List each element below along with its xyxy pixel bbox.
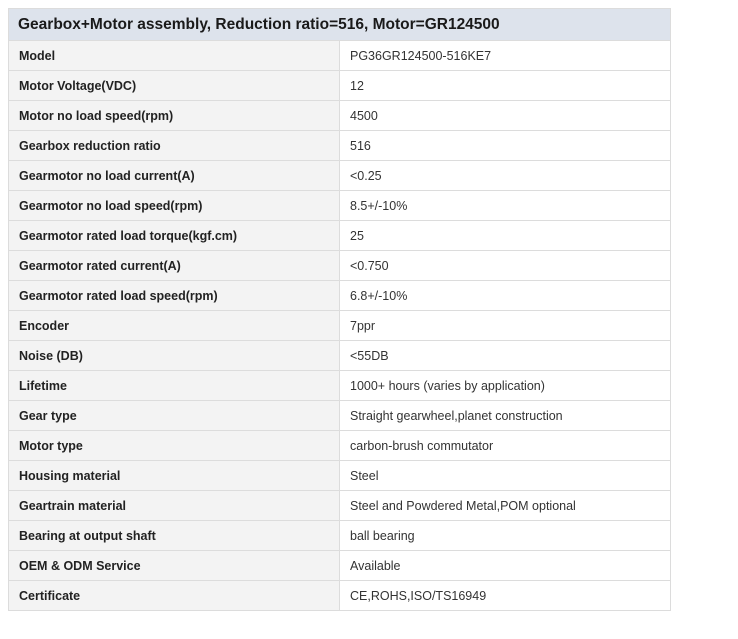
table-row	[9, 311, 671, 341]
table-row	[9, 461, 671, 491]
table-row	[9, 161, 671, 191]
row-label: Geartrain material	[9, 491, 340, 521]
row-value: ball bearing	[340, 521, 671, 551]
row-value: Straight gearwheel,planet construction	[340, 401, 671, 431]
table-row	[9, 101, 671, 131]
table-row	[9, 281, 671, 311]
row-value: Available	[340, 551, 671, 581]
row-label: Bearing at output shaft	[9, 521, 340, 551]
row-label: Encoder	[9, 311, 340, 341]
table-row	[9, 551, 671, 581]
table-row	[9, 431, 671, 461]
row-value: 25	[340, 221, 671, 251]
row-value: Steel	[340, 461, 671, 491]
row-value: <0.25	[340, 161, 671, 191]
table-title: Gearbox+Motor assembly, Reduction ratio=516, Motor=GR124500	[9, 9, 671, 41]
row-label: OEM & ODM Service	[9, 551, 340, 581]
row-label: Motor Voltage(VDC)	[9, 71, 340, 101]
row-label: Motor type	[9, 431, 340, 461]
row-label: Gearmotor no load speed(rpm)	[9, 191, 340, 221]
table-row	[9, 491, 671, 521]
row-value: <0.750	[340, 251, 671, 281]
row-value: Steel and Powdered Metal,POM optional	[340, 491, 671, 521]
table-row	[9, 191, 671, 221]
row-value: CE,ROHS,ISO/TS16949	[340, 581, 671, 611]
row-value: 7ppr	[340, 311, 671, 341]
table-row	[9, 341, 671, 371]
table-row	[9, 371, 671, 401]
row-label: Housing material	[9, 461, 340, 491]
row-value: PG36GR124500-516KE7	[340, 41, 671, 71]
row-label: Gearmotor rated load torque(kgf.cm)	[9, 221, 340, 251]
row-value: 12	[340, 71, 671, 101]
row-label: Certificate	[9, 581, 340, 611]
row-value: 4500	[340, 101, 671, 131]
table-row	[9, 71, 671, 101]
row-label: Lifetime	[9, 371, 340, 401]
row-label: Motor no load speed(rpm)	[9, 101, 340, 131]
table-row	[9, 401, 671, 431]
table-row	[9, 581, 671, 611]
row-value: 6.8+/-10%	[340, 281, 671, 311]
row-label: Gearmotor rated current(A)	[9, 251, 340, 281]
row-label: Noise (DB)	[9, 341, 340, 371]
row-label: Gearmotor rated load speed(rpm)	[9, 281, 340, 311]
row-label: Gearbox reduction ratio	[9, 131, 340, 161]
row-value: <55DB	[340, 341, 671, 371]
table-row	[9, 41, 671, 71]
row-value: 1000+ hours (varies by application)	[340, 371, 671, 401]
row-value: 516	[340, 131, 671, 161]
row-label: Model	[9, 41, 340, 71]
row-value: 8.5+/-10%	[340, 191, 671, 221]
table-row	[9, 521, 671, 551]
row-label: Gear type	[9, 401, 340, 431]
table-header-row	[9, 9, 671, 41]
spec-table	[8, 8, 671, 611]
table-row	[9, 131, 671, 161]
row-value: carbon-brush commutator	[340, 431, 671, 461]
table-row	[9, 251, 671, 281]
row-label: Gearmotor no load current(A)	[9, 161, 340, 191]
table-row	[9, 221, 671, 251]
